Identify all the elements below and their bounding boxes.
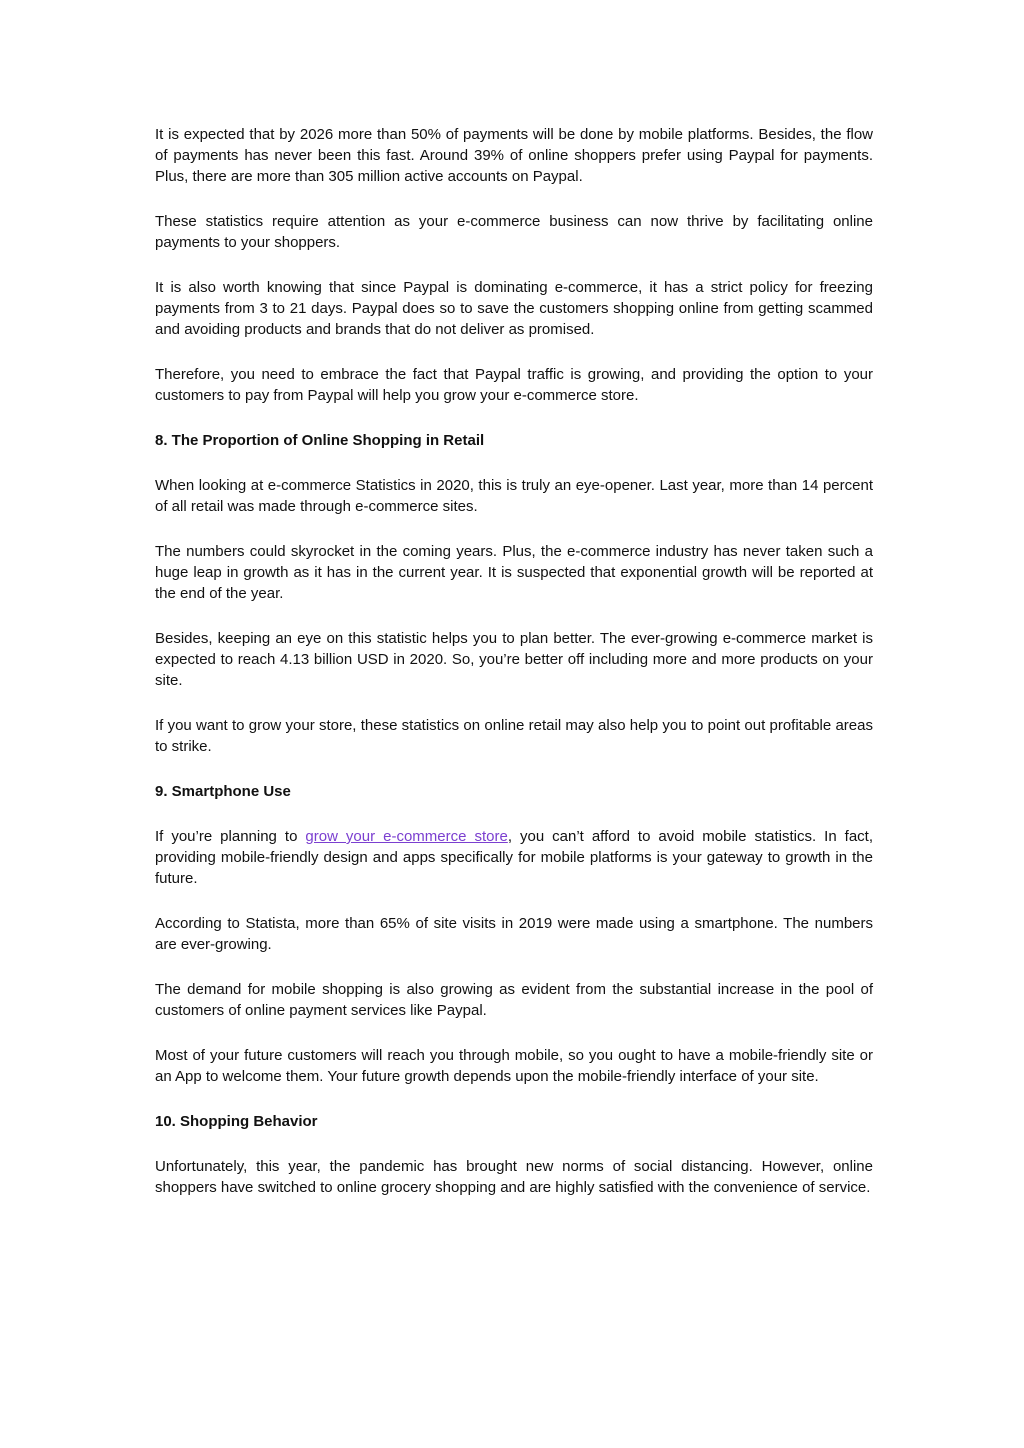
heading-smartphone-use: 9. Smartphone Use bbox=[155, 783, 291, 800]
paragraph-paypal-payments: It is expected that by 2026 more than 50% of payments will be done by mobile platforms. Besides, the flow of payments has never been this fast. Around 39% of online shoppers prefer using Paypal for payments. Plus, there are more than 305 million active accounts on Paypal. bbox=[155, 126, 873, 185]
grow-store-link[interactable]: grow your e-commerce store bbox=[305, 828, 508, 845]
paragraph-pandemic: Unfortunately, this year, the pandemic has brought new norms of social distancing. However, online shoppers have switched to online grocery shopping and are highly satisfied with the convenience of service. bbox=[155, 1158, 873, 1196]
paragraph-future-customers: Most of your future customers will reach you through mobile, so you ought to have a mobile-friendly site or an App to welcome them. Your future growth depends upon the mobile-friendly interface of your site. bbox=[155, 1047, 873, 1085]
paragraph-statista: According to Statista, more than 65% of site visits in 2019 were made using a smartphone. The numbers are ever-growing. bbox=[155, 915, 873, 953]
paragraph-mobile-shopping-demand: The demand for mobile shopping is also growing as evident from the substantial increase in the pool of customers of online payment services like Paypal. bbox=[155, 981, 873, 1019]
paragraph-skyrocket: The numbers could skyrocket in the coming years. Plus, the e-commerce industry has never taken such a huge leap in growth as it has in the current year. It is suspected that exponential growth will be reported at the end of the year. bbox=[155, 543, 873, 602]
paragraph-text-before-link: If you’re planning to bbox=[155, 828, 306, 845]
paragraph-text-after-link: , you can’t afford to avoid mobile statistics. In fact, providing mobile-friendly design and apps specifically for mobile platforms is your gateway to growth in the future. bbox=[155, 828, 874, 887]
paragraph-mobile-statistics bbox=[155, 826, 873, 889]
heading-online-shopping-retail: 8. The Proportion of Online Shopping in Retail bbox=[155, 432, 485, 449]
document-page bbox=[155, 124, 873, 1222]
paragraph-ecommerce-2020: When looking at e-commerce Statistics in 2020, this is truly an eye-opener. Last year, more than 14 percent of all retail was made through e-commerce sites. bbox=[155, 477, 873, 515]
heading-shopping-behavior: 10. Shopping Behavior bbox=[155, 1113, 318, 1130]
paragraph-statistics-attention: These statistics require attention as your e-commerce business can now thrive by facilitating online payments to your shoppers. bbox=[155, 213, 873, 251]
paragraph-paypal-freezing: It is also worth knowing that since Paypal is dominating e-commerce, it has a strict policy for freezing payments from 3 to 21 days. Paypal does so to save the customers shopping online from getting scammed and avoiding products and brands that do not deliver as promised. bbox=[155, 279, 873, 338]
paragraph-plan-better: Besides, keeping an eye on this statistic helps you to plan better. The ever-growing e-commerce market is expected to reach 4.13 billion USD in 2020. So, you’re better off including more and more products on your site. bbox=[155, 630, 873, 689]
paragraph-paypal-traffic: Therefore, you need to embrace the fact that Paypal traffic is growing, and providing the option to your customers to pay from Paypal will help you grow your e-commerce store. bbox=[155, 366, 873, 404]
paragraph-grow-store: If you want to grow your store, these statistics on online retail may also help you to point out profitable areas to strike. bbox=[155, 717, 873, 755]
